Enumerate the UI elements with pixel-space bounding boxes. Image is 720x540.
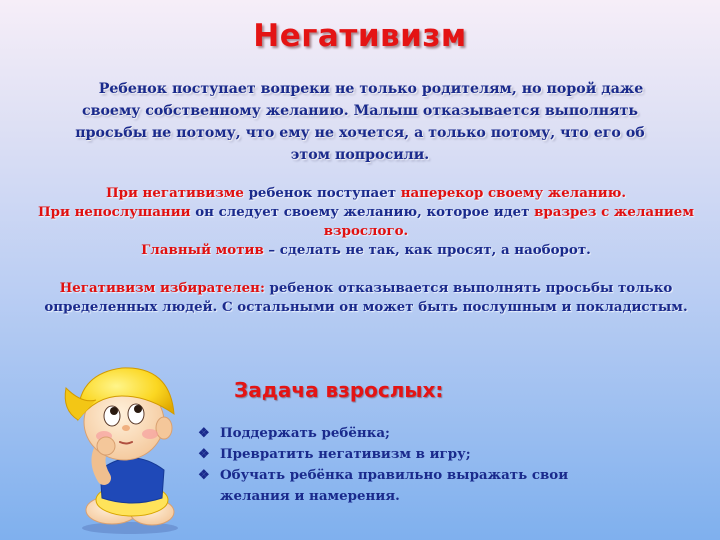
task-title: Задача взрослых: (234, 378, 444, 402)
disobedience-term: При непослушании (38, 204, 191, 220)
diamond-bullet-icon: ❖ (198, 426, 210, 441)
thinking-child-illustration (52, 350, 202, 535)
negativism-term: При негативизме (105, 185, 244, 201)
selectivity-text: ребенок отказывается выполнять просьбы только определенных людей. С остальными он может быть послушным и покладистым. (44, 280, 688, 315)
task-text: Поддержать ребёнка; (220, 425, 390, 441)
task-text: Обучать ребёнка правильно выражать свои желания и намерения. (220, 467, 569, 504)
main-motive-text: – сделать не так, как просят, а наоборот. (263, 242, 591, 258)
task-list (198, 423, 618, 507)
disobedience-highlight: вразрез с желанием взрослого. (323, 204, 694, 239)
task-text: Превратить негативизм в игру; (220, 446, 471, 462)
intro-text: Ребенок поступает вопреки не только родителям, но порой даже своему собственному желанию. Малыш отказывается выполнять просьбы не потому, что ему не хочется, а только потому, что его об этом попросили. (75, 81, 645, 163)
negativism-text: ребенок поступает (243, 185, 401, 201)
list-item (198, 465, 618, 507)
list-item (198, 444, 618, 465)
main-motive-term: Главный мотив (141, 242, 264, 258)
negativism-highlight: наперекор своему желанию. (400, 185, 627, 201)
selectivity-paragraph (24, 279, 708, 317)
list-item (198, 423, 618, 444)
negativism-definition (24, 184, 708, 203)
definitions-block (24, 184, 708, 317)
disobedience-definition (24, 203, 708, 241)
disobedience-text: он следует своему желанию, которое идет (190, 204, 535, 220)
page-title: Негативизм (253, 18, 467, 54)
main-motive (24, 241, 708, 260)
selectivity-term: Негативизм избирателен: (59, 280, 265, 296)
intro-paragraph (54, 78, 666, 166)
diamond-bullet-icon: ❖ (198, 447, 210, 462)
diamond-bullet-icon: ❖ (198, 468, 210, 483)
